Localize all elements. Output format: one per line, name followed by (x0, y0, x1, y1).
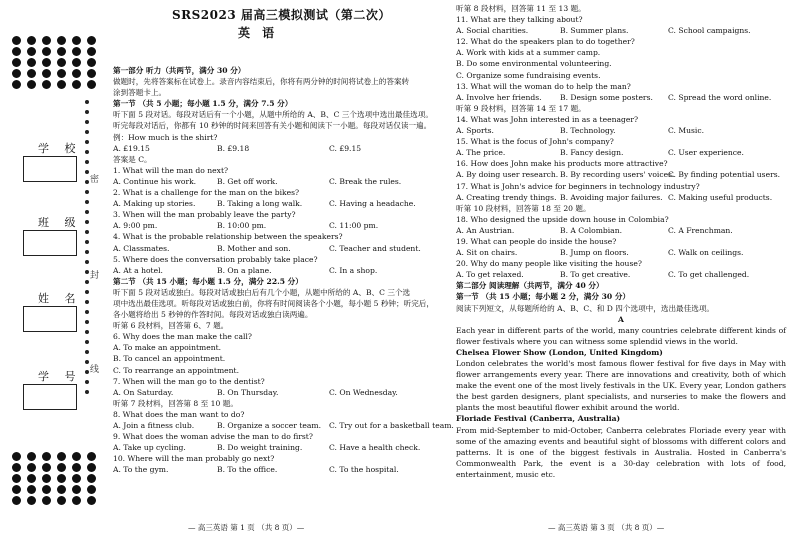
option: A. Take up cycling. (113, 443, 186, 453)
option: A. £19.15 (113, 143, 150, 153)
option: B. Technology. (560, 126, 616, 136)
cut-dot (85, 300, 89, 304)
option: C. In a shop. (329, 265, 378, 275)
option: C. By finding potential users. (668, 170, 781, 180)
registration-dots-top (12, 36, 98, 89)
dot (12, 36, 21, 45)
text-line: B. Do some environmental volunteering. (456, 59, 612, 69)
option: A. Sit on chairs. (456, 248, 518, 258)
cut-dot (85, 200, 89, 204)
option: B. Mother and son. (217, 243, 291, 253)
option: A. To the gym. (113, 465, 169, 475)
options-row (113, 243, 441, 254)
text-line: 7. When will the man go to the dentist? (113, 376, 265, 386)
option: A. To get relaxed. (456, 270, 524, 280)
dot (72, 474, 81, 483)
text-line: 3. When will the man probably leave the party? (113, 210, 296, 220)
text-line: 10. Where will the man probably go next? (113, 454, 275, 464)
dot (72, 452, 81, 461)
cut-dot (85, 360, 89, 364)
text-line: 16. How does John make his products more attractive? (456, 159, 668, 169)
options-row (113, 220, 441, 231)
text-line: 听第 9 段材料，回答第 14 至 17 题。 (456, 103, 586, 113)
dot (72, 69, 81, 78)
text-line: C. Organize some fundraising events. (456, 70, 601, 80)
text-line: 18. Who designed the upside down house in Colombia? (456, 214, 669, 224)
section-heading: Chelsea Flower Show (London, United Kingdom) (456, 347, 663, 357)
cut-dot (85, 380, 89, 384)
text-line: 听第 6 段材料，回答第 6、7 题。 (113, 321, 229, 331)
dot (87, 474, 96, 483)
option: A. On Saturday. (113, 387, 174, 397)
option: B. By recording users' voices. (560, 170, 675, 180)
dot (42, 80, 51, 89)
dot (72, 36, 81, 45)
option: B. Organize a soccer team. (217, 421, 322, 430)
dot (57, 452, 66, 461)
option: C. School campaigns. (668, 26, 751, 36)
option: C. To the hospital. (329, 465, 399, 475)
text-line: 各小题将给出 5 秒钟的作答时间。每段对话或独白读两遍。 (113, 310, 313, 320)
cut-dot (85, 110, 89, 114)
footer-right: — 高三英语 第 3 页 （共 8 页）— (548, 523, 665, 532)
text-line: 5. Where does the conversation probably take place? (113, 254, 318, 264)
option: C. Have a health check. (329, 443, 421, 453)
cut-dot (85, 280, 89, 284)
cut-dot (85, 390, 89, 394)
option: C. Break the rules. (329, 176, 402, 186)
dot (87, 496, 96, 505)
section-heading: 第二部分 阅读理解（共两节，满分 40 分） (456, 281, 604, 291)
option: B. Avoiding major failures. (560, 192, 663, 202)
dot (27, 474, 36, 483)
options-row (113, 442, 441, 453)
cut-dot (85, 240, 89, 244)
text-line: 11. What are they talking about? (456, 15, 583, 25)
cut-dot (85, 290, 89, 294)
options-row (456, 92, 786, 103)
left-column (113, 65, 454, 475)
paragraph: London celebrates the world's most famous flower festival for five days in May with flower arrangements every year. There are innovations and creativity, both of which make the event one of the most lively festivals in the UK. Every year, London gathers the best garden designers, plant specialists, and nurseries to make the flowers and plants the most beautiful flower exhibit around the world. (456, 359, 786, 413)
option: A. An Austrian. (456, 225, 515, 235)
option: B. Taking a long walk. (217, 199, 303, 209)
text-line: 1. What will the man do next? (113, 165, 229, 175)
text-line: 听下面 5 段对话或独白。每段对话或独白后有几个小题，从题中所给的 A、B、C 三个选 (113, 287, 411, 297)
cut-dot (85, 270, 89, 274)
option: A. By doing user research. (456, 170, 559, 180)
text-line: 19. What can people do inside the house? (456, 236, 617, 246)
option: A. At a hotel. (113, 265, 163, 275)
dot (57, 474, 66, 483)
dot (12, 485, 21, 494)
name-label: 姓 名 (38, 292, 82, 305)
option: B. Summer plans. (560, 26, 629, 36)
dot (12, 463, 21, 472)
text-line: 项中选出最佳选项。听每段对话或独白前，你将有时间阅读各个小题，每小题 5 秒钟；听完后， (113, 298, 434, 308)
name-field[interactable] (23, 306, 77, 332)
exam-title: SRS2023 届高三模拟测试（第二次） (172, 8, 391, 22)
option: B. Do weight training. (217, 443, 303, 453)
dot (27, 496, 36, 505)
dot (42, 496, 51, 505)
option: A. Classmates. (113, 243, 170, 253)
options-row (113, 143, 441, 154)
registration-dots-bottom (12, 452, 98, 505)
cut-dot (85, 340, 89, 344)
dot (42, 485, 51, 494)
cut-dot (85, 370, 89, 374)
dot (87, 463, 96, 472)
options-row (456, 147, 786, 158)
cut-dot (85, 310, 89, 314)
text-line: 20. Why do many people like visiting the house? (456, 259, 642, 269)
dot (42, 69, 51, 78)
option: C. User experience. (668, 148, 744, 158)
text-line: C. To rearrange an appointment. (113, 365, 240, 375)
dot (42, 36, 51, 45)
dot (12, 80, 21, 89)
option: B. On Thursday. (217, 387, 279, 397)
option: C. Walk on ceilings. (668, 248, 744, 258)
option: B. Design some posters. (560, 92, 653, 102)
option: B. £9.18 (217, 143, 250, 153)
dot (87, 80, 96, 89)
dot (87, 36, 96, 45)
dot (72, 463, 81, 472)
cut-dot (85, 120, 89, 124)
text-line: 听第 8 段材料，回答第 11 至 13 题。 (456, 4, 586, 13)
dot (72, 496, 81, 505)
option: C. Try out for a basketball team. (329, 421, 454, 430)
dot (42, 452, 51, 461)
option: A. 9:00 pm. (113, 221, 158, 231)
cut-dot (85, 350, 89, 354)
dot (87, 69, 96, 78)
dot (87, 485, 96, 494)
option: A. Social charities. (456, 26, 529, 36)
dot (27, 47, 36, 56)
text-line: 14. What was John interested in as a teenager? (456, 114, 639, 124)
dot (72, 80, 81, 89)
dot (27, 463, 36, 472)
dot (42, 463, 51, 472)
dot (57, 36, 66, 45)
text-line: A (618, 314, 624, 324)
option: B. Fancy design. (560, 148, 624, 158)
dot (57, 69, 66, 78)
text-line: 听第 10 段材料，回答第 18 至 20 题。 (456, 203, 591, 213)
text-line: A. Work with kids at a summer camp. (456, 48, 601, 58)
cut-dot (85, 220, 89, 224)
text-line: 2. What is a challenge for the man on the bikes? (113, 188, 300, 198)
option: B. A Colombian. (560, 225, 623, 235)
cut-dot (85, 180, 89, 184)
cut-dot (85, 100, 89, 104)
option: C. A Frenchman. (668, 225, 733, 235)
cut-dot (85, 230, 89, 234)
text-line: 13. What will the woman do to help the man? (456, 81, 631, 91)
options-row (456, 225, 786, 236)
option: B. Get off work. (217, 176, 278, 186)
binding-margin (0, 0, 100, 547)
dot (87, 58, 96, 67)
text-line: 阅读下列短文，从每题所给的 A、B、C、和 D 四个选项中，选出最佳选项。 (456, 303, 715, 313)
option: C. To get challenged. (668, 270, 750, 280)
dot (87, 452, 96, 461)
section-heading: 第一节 （共 5 小题；每小题 1.5 分，满分 7.5 分） (113, 99, 293, 109)
option: C. On Wednesday. (329, 387, 398, 397)
cut-dot (85, 320, 89, 324)
options-row (456, 247, 786, 258)
dot (57, 463, 66, 472)
class-label: 班 级 (38, 216, 82, 229)
options-row (113, 464, 441, 475)
option: C. 11:00 pm. (329, 221, 379, 231)
cut-dot (85, 130, 89, 134)
dot (12, 47, 21, 56)
dot (57, 485, 66, 494)
text-line: 9. What does the woman advise the man to do first? (113, 432, 313, 442)
section-heading: 第二节 （共 15 小题；每小题 1.5 分，满分 22.5 分） (113, 276, 303, 286)
options-row (456, 269, 786, 280)
dot (27, 58, 36, 67)
dot (12, 474, 21, 483)
dot (72, 47, 81, 56)
text-line: 12. What do the speakers plan to do together? (456, 37, 635, 47)
option: A. Continue his work. (113, 176, 197, 186)
option: B. Jump on floors. (560, 248, 629, 258)
option: A. Join a fitness club. (113, 421, 195, 430)
cut-dot (85, 160, 89, 164)
option: C. Making useful products. (668, 192, 773, 202)
cut-dot (85, 190, 89, 194)
text-line: 听下面 5 段对话。每段对话后有一个小题，从题中所给的 A、B、C 三个选项中选出最佳选项。 (113, 110, 433, 120)
seal-char-1: 密 (90, 175, 100, 185)
option: B. To get creative. (560, 270, 631, 280)
cut-dot (85, 260, 89, 264)
cut-dot (85, 330, 89, 334)
text-line: A. To make an appointment. (113, 343, 222, 353)
seal-char-3: 线 (90, 365, 100, 375)
option: C. Teacher and student. (329, 243, 421, 253)
dot (87, 47, 96, 56)
right-column (456, 3, 786, 480)
dot (27, 485, 36, 494)
cut-dot (85, 140, 89, 144)
paragraph: From mid-September to mid-October, Canberra celebrates Floriade every year with some of the amazing events and beautiful sight of blossoms with different colors and patterns. It is one of the biggest festivals in Australia. Hosted in Canberra's Commonwealth Park, the event is a 30-day celebration with lots of food, entertainment, music etc. (456, 425, 786, 479)
footer-left: — 高三英语 第 1 页 （共 8 页）— (188, 523, 305, 532)
text-line: B. To cancel an appointment. (113, 354, 226, 364)
option: C. Music. (668, 126, 705, 136)
dot (27, 69, 36, 78)
school-label: 学 校 (38, 142, 82, 155)
dot (57, 80, 66, 89)
subject-title: 英 语 (238, 26, 279, 40)
dot (57, 496, 66, 505)
text-line: 4. What is the probable relationship between the speakers? (113, 232, 343, 242)
option: A. Involve her friends. (456, 92, 542, 102)
options-row (113, 387, 441, 398)
seal-char-2: 封 (90, 271, 100, 281)
dot (42, 47, 51, 56)
text-line: 听完每段对话后，你都有 10 秒钟的时间来回答有关小题和阅读下一小题。每段对话仅读一遍。 (113, 121, 432, 131)
cut-dot (85, 150, 89, 154)
text-line: 做题时，先将答案标在试卷上。录音内容结束后，你将有两分钟的时间将试卷上的答案转 (113, 77, 410, 87)
dot (27, 452, 36, 461)
options-row (456, 25, 786, 36)
options-row (456, 125, 786, 136)
options-row (456, 169, 786, 180)
option: B. 10:00 pm. (217, 221, 267, 231)
dot (12, 69, 21, 78)
dot (72, 485, 81, 494)
dot (42, 474, 51, 483)
dot (12, 58, 21, 67)
text-line: 涂到答题卡上。 (113, 88, 167, 98)
school-field[interactable] (23, 156, 77, 182)
dot (57, 47, 66, 56)
dot (27, 80, 36, 89)
text-line: 6. Why does the man make the call? (113, 332, 252, 342)
option: B. To the office. (217, 465, 278, 475)
class-field[interactable] (23, 230, 77, 256)
cut-dot (85, 250, 89, 254)
options-row (113, 265, 441, 276)
option: A. Creating trendy things. (456, 192, 557, 202)
dot (27, 36, 36, 45)
text-line: 例：How much is the shirt? (113, 132, 218, 142)
dot (72, 58, 81, 67)
cut-dot (85, 210, 89, 214)
option: C. £9.15 (329, 143, 362, 153)
number-label: 学 号 (38, 370, 82, 383)
option: A. Sports. (456, 126, 494, 136)
option: A. Making up stories. (113, 199, 196, 209)
number-field[interactable] (23, 384, 77, 410)
options-row (113, 198, 441, 209)
options-row (113, 176, 441, 187)
section-heading: Floriade Festival (Canberra, Australia) (456, 414, 621, 424)
cut-line-dots (85, 100, 90, 400)
option: A. The price. (456, 148, 506, 158)
cut-dot (85, 170, 89, 174)
paragraph: Each year in different parts of the world, many countries celebrate different kinds of flower festivals where you can witness some splendid views in the world. (456, 325, 786, 346)
option: B. On a plane. (217, 265, 272, 275)
dot (12, 496, 21, 505)
text-line: 答案是 C。 (113, 154, 152, 164)
option: C. Having a headache. (329, 199, 416, 209)
dot (42, 58, 51, 67)
section-heading: 第一部分 听力（共两节，满分 30 分） (113, 66, 246, 75)
options-row (113, 420, 454, 431)
text-line: 8. What does the man want to do? (113, 409, 245, 419)
text-line: 听第 7 段材料，回答第 8 至 10 题。 (113, 398, 238, 408)
text-line: 17. What is John's advice for beginners in technology industry? (456, 181, 700, 191)
options-row (456, 192, 786, 203)
dot (57, 58, 66, 67)
dot (12, 452, 21, 461)
text-line: 15. What is the focus of John's company? (456, 137, 614, 147)
section-heading: 第一节 （共 15 小题；每小题 2 分，满分 30 分） (456, 292, 631, 302)
option: C. Spread the word online. (668, 92, 772, 102)
